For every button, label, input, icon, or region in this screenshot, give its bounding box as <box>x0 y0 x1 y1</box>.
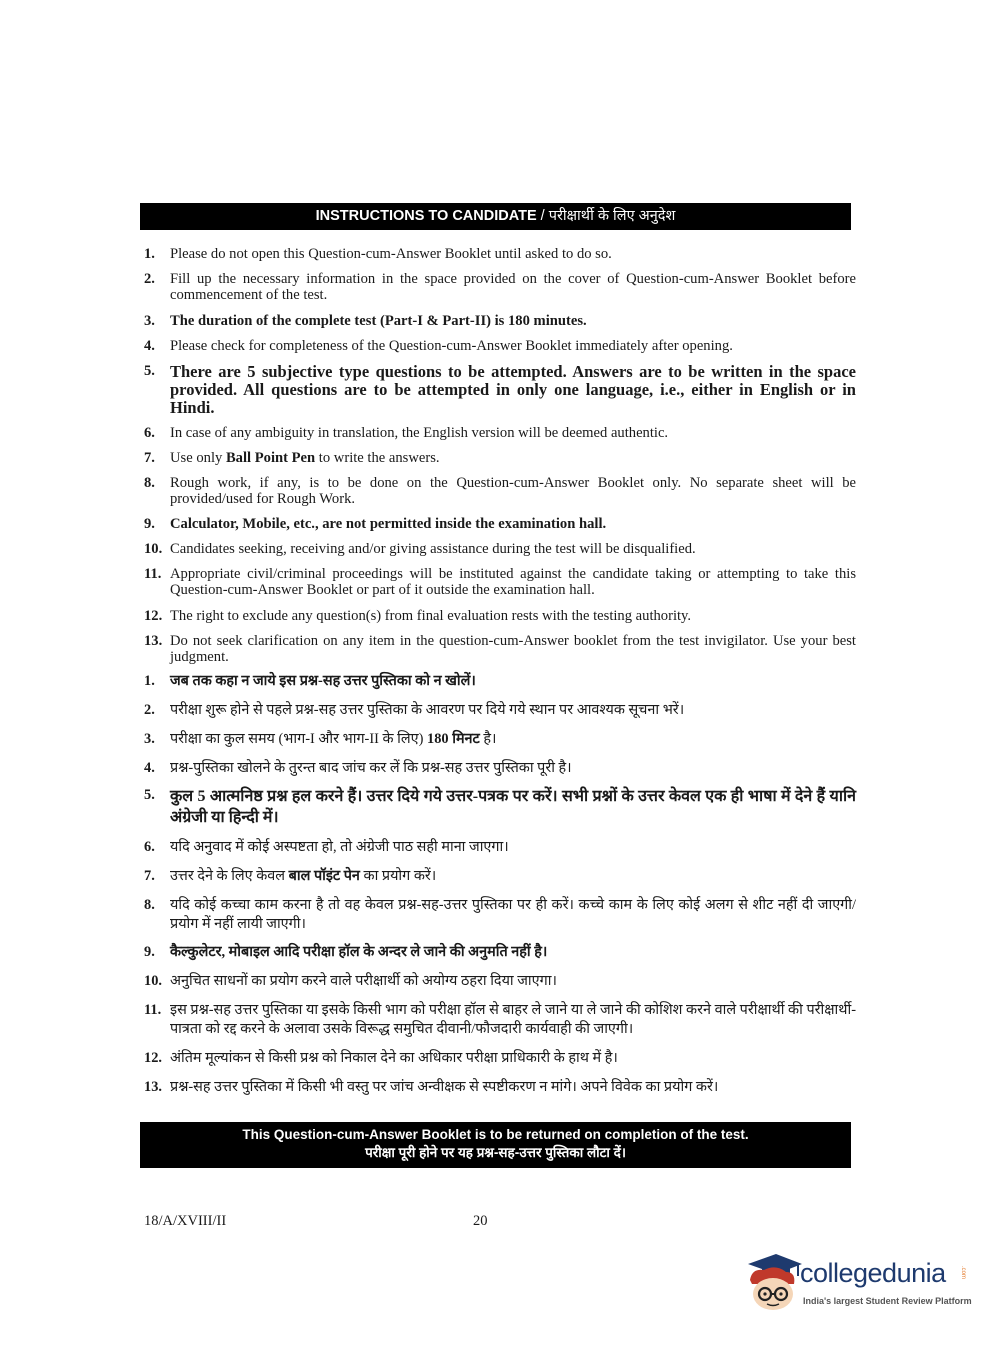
page-number: 20 <box>473 1213 488 1229</box>
booklet-code: 18/A/XVIII/II <box>144 1213 227 1229</box>
hindi-item-9: 9. कैल्कुलेटर, मोबाइल आदि परीक्षा हॉल के अन्दर ले जाने की अनुमति नहीं है। <box>144 944 548 960</box>
hindi-item-3: 3. परीक्षा का कुल समय (भाग-I और भाग-II के लिए) 180 मिनट है। <box>144 731 497 747</box>
return-notice-english: This Question-cum-Answer Booklet is to be returned on completion of the test. <box>242 1127 749 1142</box>
logo-tagline: India's largest Student Review Platform <box>803 1296 972 1306</box>
hindi-item-1: 1. जब तक कहा न जाये इस प्रश्न-सह उत्तर पुस्तिका को न खोलें। <box>144 673 476 689</box>
collegedunia-logo[interactable] <box>742 1250 972 1316</box>
english-item-9: 9. Calculator, Mobile, etc., are not permitted inside the examination hall. <box>144 516 607 532</box>
hindi-item-4: 4. प्रश्न-पुस्तिका खोलने के तुरन्त बाद जांच कर लें कि प्रश्न-सह उत्तर पुस्तिका पूरी है। <box>144 760 572 776</box>
english-item-4: 4. Please check for completeness of the Question-cum-Answer Booklet immediately after opening. <box>144 338 733 354</box>
english-item-13: 13. Do not seek clarification on any item in the question-cum-Answer booklet from the test invigilator. Use your best judgment. <box>144 633 856 665</box>
header-title-english: INSTRUCTIONS TO CANDIDATE <box>315 208 537 224</box>
return-booklet-bar <box>140 1122 851 1168</box>
hindi-item-2: 2. परीक्षा शुरू होने से पहले प्रश्न-सह उत्तर पुस्तिका के आवरण पर दिये गये स्थान पर आवश्यक सूचना भरें। <box>144 702 685 718</box>
header-title-hindi: / परीक्षार्थी के लिए अनुदेश <box>536 208 676 224</box>
logo-com: .com <box>960 1266 966 1280</box>
hindi-item-5: 5. कुल 5 आत्मनिष्ठ प्रश्न हल करने हैं। उत्तर दिये गये उत्तर-पत्रक पर करें। सभी प्रश्नों के उत्तर केवल एक ही भाषा में देने हैं यानि अंग्रेजी या हिन्दी में। <box>144 787 856 826</box>
return-notice-hindi: परीक्षा पूरी होने पर यह प्रश्न-सह-उत्तर पुस्तिका लौटा दें। <box>365 1145 626 1160</box>
english-item-10: 10. Candidates seeking, receiving and/or giving assistance during the test will be disqualified. <box>144 541 696 557</box>
english-item-11: 11. Appropriate civil/criminal proceedings will be instituted against the candidate taking or attempting to take this Question-cum-Answer Booklet or part of it outside the examination hall. <box>144 566 856 598</box>
hindi-item-11: 11. इस प्रश्न-सह उत्तर पुस्तिका या इसके किसी भाग को परीक्षा हॉल से बाहर ले जाने या ले जाने की कोशिश करने वाले परीक्षार्थी की परीक्षार्थी-पात्रता को रद्द करने के अलावा उसके विरूद्ध समुचित दीवानी/फौजदारी कार्यवाही की जाएगी। <box>144 1002 856 1037</box>
english-item-1: 1. Please do not open this Question-cum-Answer Booklet until asked to do so. <box>144 246 612 262</box>
mascot-icon <box>742 1250 804 1314</box>
logo-wordmark: collegedunia <box>800 1258 946 1288</box>
hindi-item-8: 8. यदि कोई कच्चा काम करना है तो वह केवल प्रश्न-सह-उत्तर पुस्तिका पर ही करें। कच्चे काम के लिए कोई अलग से शीट नहीं दी जाएगी/प्रयोग में नहीं लायी जाएगी। <box>144 897 856 932</box>
hindi-item-13: 13. प्रश्न-सह उत्तर पुस्तिका में किसी भी वस्तु पर जांच अन्वीक्षक से स्पष्टीकरण न मांगे। अपने विवेक का प्रयोग करें। <box>144 1079 719 1095</box>
english-item-6: 6. In case of any ambiguity in translation, the English version will be deemed authentic. <box>144 425 669 441</box>
english-item-12: 12. The right to exclude any question(s) from final evaluation rests with the testing authority. <box>144 608 692 624</box>
english-item-3: 3. The duration of the complete test (Part-I & Part-II) is 180 minutes. <box>144 313 587 329</box>
english-item-8: 8. Rough work, if any, is to be done on the Question-cum-Answer Booklet only. No separate sheet will be provided/used for Rough Work. <box>144 475 856 507</box>
hindi-item-10: 10. अनुचित साधनों का प्रयोग करने वाले परीक्षार्थी को अयोग्य ठहरा दिया जाएगा। <box>144 973 557 989</box>
hindi-item-6: 6. यदि अनुवाद में कोई अस्पष्टता हो, तो अंग्रेजी पाठ सही माना जाएगा। <box>144 839 509 855</box>
english-item-2: 2. Fill up the necessary information in the space provided on the cover of Question-cum-Answer Booklet before commencement of the test. <box>144 271 856 303</box>
hindi-item-12: 12. अंतिम मूल्यांकन से किसी प्रश्न को निकाल देने का अधिकार परीक्षा प्राधिकारी के हाथ में है। <box>144 1050 618 1066</box>
instructions-header-bar <box>140 203 851 230</box>
hindi-item-7: 7. उत्तर देने के लिए केवल बाल पॉइंट पेन का प्रयोग करें। <box>144 868 437 884</box>
english-item-7: 7. Use only Ball Point Pen to write the answers. <box>144 450 440 466</box>
english-item-5: 5. There are 5 subjective type questions to be attempted. Answers are to be written in the space provided. All questions are to be attempted in only one language, i.e., either in English or in Hindi. <box>144 362 856 417</box>
